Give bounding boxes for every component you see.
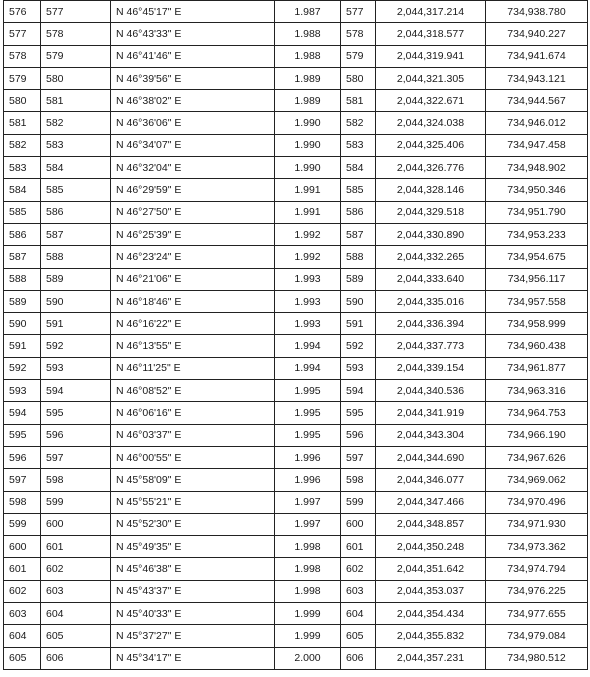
distance-cell: 1.991 bbox=[275, 201, 341, 223]
northing-cell: 2,044,355.832 bbox=[376, 625, 486, 647]
easting-cell: 734,963.316 bbox=[486, 380, 588, 402]
table-row bbox=[4, 603, 588, 625]
easting-cell: 734,976.225 bbox=[486, 580, 588, 602]
bearing-cell: N 46°13'55" E bbox=[111, 335, 275, 357]
from-station-cell: 592 bbox=[4, 357, 41, 379]
table-row bbox=[4, 558, 588, 580]
bearing-cell: N 46°32'04" E bbox=[111, 157, 275, 179]
easting-cell: 734,960.438 bbox=[486, 335, 588, 357]
northing-cell: 2,044,353.037 bbox=[376, 580, 486, 602]
bearing-cell: N 46°45'17" E bbox=[111, 1, 275, 23]
to-station-cell: 605 bbox=[41, 625, 111, 647]
to-station-cell: 594 bbox=[41, 380, 111, 402]
to-station-cell: 581 bbox=[41, 90, 111, 112]
station-cell: 588 bbox=[341, 246, 376, 268]
northing-cell: 2,044,354.434 bbox=[376, 603, 486, 625]
table-row bbox=[4, 357, 588, 379]
from-station-cell: 593 bbox=[4, 380, 41, 402]
table-row bbox=[4, 647, 588, 669]
bearing-cell: N 45°37'27" E bbox=[111, 625, 275, 647]
distance-cell: 2.000 bbox=[275, 647, 341, 669]
easting-cell: 734,946.012 bbox=[486, 112, 588, 134]
northing-cell: 2,044,322.671 bbox=[376, 90, 486, 112]
from-station-cell: 582 bbox=[4, 134, 41, 156]
bearing-cell: N 46°08'52" E bbox=[111, 380, 275, 402]
bearing-cell: N 46°00'55" E bbox=[111, 446, 275, 468]
bearing-cell: N 45°52'30" E bbox=[111, 513, 275, 535]
station-cell: 584 bbox=[341, 157, 376, 179]
northing-cell: 2,044,350.248 bbox=[376, 536, 486, 558]
to-station-cell: 583 bbox=[41, 134, 111, 156]
bearing-cell: N 46°03'37" E bbox=[111, 424, 275, 446]
station-cell: 605 bbox=[341, 625, 376, 647]
table-row bbox=[4, 580, 588, 602]
station-cell: 581 bbox=[341, 90, 376, 112]
northing-cell: 2,044,324.038 bbox=[376, 112, 486, 134]
distance-cell: 1.998 bbox=[275, 580, 341, 602]
station-cell: 580 bbox=[341, 67, 376, 89]
easting-cell: 734,958.999 bbox=[486, 313, 588, 335]
bearing-cell: N 46°36'06" E bbox=[111, 112, 275, 134]
station-cell: 599 bbox=[341, 491, 376, 513]
to-station-cell: 602 bbox=[41, 558, 111, 580]
easting-cell: 734,941.674 bbox=[486, 45, 588, 67]
from-station-cell: 580 bbox=[4, 90, 41, 112]
to-station-cell: 596 bbox=[41, 424, 111, 446]
bearing-cell: N 45°49'35" E bbox=[111, 536, 275, 558]
northing-cell: 2,044,351.642 bbox=[376, 558, 486, 580]
table-row bbox=[4, 67, 588, 89]
northing-cell: 2,044,347.466 bbox=[376, 491, 486, 513]
easting-cell: 734,970.496 bbox=[486, 491, 588, 513]
distance-cell: 1.995 bbox=[275, 380, 341, 402]
bearing-cell: N 46°41'46" E bbox=[111, 45, 275, 67]
bearing-cell: N 46°25'39" E bbox=[111, 223, 275, 245]
station-cell: 600 bbox=[341, 513, 376, 535]
northing-cell: 2,044,328.146 bbox=[376, 179, 486, 201]
to-station-cell: 592 bbox=[41, 335, 111, 357]
easting-cell: 734,938.780 bbox=[486, 1, 588, 23]
to-station-cell: 584 bbox=[41, 157, 111, 179]
northing-cell: 2,044,337.773 bbox=[376, 335, 486, 357]
distance-cell: 1.996 bbox=[275, 469, 341, 491]
easting-cell: 734,971.930 bbox=[486, 513, 588, 535]
distance-cell: 1.990 bbox=[275, 157, 341, 179]
distance-cell: 1.992 bbox=[275, 223, 341, 245]
station-cell: 579 bbox=[341, 45, 376, 67]
table-row bbox=[4, 335, 588, 357]
bearing-cell: N 46°38'02" E bbox=[111, 90, 275, 112]
from-station-cell: 601 bbox=[4, 558, 41, 580]
table-body bbox=[4, 1, 588, 670]
northing-cell: 2,044,330.890 bbox=[376, 223, 486, 245]
distance-cell: 1.993 bbox=[275, 290, 341, 312]
northing-cell: 2,044,336.394 bbox=[376, 313, 486, 335]
easting-cell: 734,940.227 bbox=[486, 23, 588, 45]
table-row bbox=[4, 112, 588, 134]
easting-cell: 734,966.190 bbox=[486, 424, 588, 446]
northing-cell: 2,044,339.154 bbox=[376, 357, 486, 379]
station-cell: 594 bbox=[341, 380, 376, 402]
station-cell: 577 bbox=[341, 1, 376, 23]
coordinate-table bbox=[3, 0, 588, 670]
to-station-cell: 582 bbox=[41, 112, 111, 134]
easting-cell: 734,973.362 bbox=[486, 536, 588, 558]
bearing-cell: N 45°40'33" E bbox=[111, 603, 275, 625]
table-row bbox=[4, 45, 588, 67]
easting-cell: 734,947.458 bbox=[486, 134, 588, 156]
bearing-cell: N 45°43'37" E bbox=[111, 580, 275, 602]
northing-cell: 2,044,343.304 bbox=[376, 424, 486, 446]
from-station-cell: 577 bbox=[4, 23, 41, 45]
distance-cell: 1.997 bbox=[275, 491, 341, 513]
table-row bbox=[4, 424, 588, 446]
northing-cell: 2,044,333.640 bbox=[376, 268, 486, 290]
table-row bbox=[4, 179, 588, 201]
station-cell: 591 bbox=[341, 313, 376, 335]
from-station-cell: 589 bbox=[4, 290, 41, 312]
to-station-cell: 578 bbox=[41, 23, 111, 45]
bearing-cell: N 46°06'16" E bbox=[111, 402, 275, 424]
to-station-cell: 588 bbox=[41, 246, 111, 268]
distance-cell: 1.996 bbox=[275, 446, 341, 468]
table-row bbox=[4, 134, 588, 156]
to-station-cell: 606 bbox=[41, 647, 111, 669]
table-row bbox=[4, 446, 588, 468]
station-cell: 582 bbox=[341, 112, 376, 134]
station-cell: 602 bbox=[341, 558, 376, 580]
station-cell: 597 bbox=[341, 446, 376, 468]
to-station-cell: 601 bbox=[41, 536, 111, 558]
from-station-cell: 586 bbox=[4, 223, 41, 245]
from-station-cell: 583 bbox=[4, 157, 41, 179]
distance-cell: 1.992 bbox=[275, 246, 341, 268]
table-row bbox=[4, 1, 588, 23]
easting-cell: 734,967.626 bbox=[486, 446, 588, 468]
from-station-cell: 597 bbox=[4, 469, 41, 491]
from-station-cell: 605 bbox=[4, 647, 41, 669]
table-row bbox=[4, 157, 588, 179]
from-station-cell: 599 bbox=[4, 513, 41, 535]
to-station-cell: 585 bbox=[41, 179, 111, 201]
from-station-cell: 576 bbox=[4, 1, 41, 23]
table-row bbox=[4, 90, 588, 112]
northing-cell: 2,044,332.265 bbox=[376, 246, 486, 268]
northing-cell: 2,044,317.214 bbox=[376, 1, 486, 23]
station-cell: 589 bbox=[341, 268, 376, 290]
from-station-cell: 594 bbox=[4, 402, 41, 424]
northing-cell: 2,044,321.305 bbox=[376, 67, 486, 89]
to-station-cell: 577 bbox=[41, 1, 111, 23]
distance-cell: 1.999 bbox=[275, 603, 341, 625]
distance-cell: 1.989 bbox=[275, 67, 341, 89]
easting-cell: 734,943.121 bbox=[486, 67, 588, 89]
station-cell: 578 bbox=[341, 23, 376, 45]
bearing-cell: N 45°55'21" E bbox=[111, 491, 275, 513]
station-cell: 583 bbox=[341, 134, 376, 156]
northing-cell: 2,044,326.776 bbox=[376, 157, 486, 179]
table-row bbox=[4, 491, 588, 513]
easting-cell: 734,974.794 bbox=[486, 558, 588, 580]
to-station-cell: 600 bbox=[41, 513, 111, 535]
to-station-cell: 593 bbox=[41, 357, 111, 379]
distance-cell: 1.988 bbox=[275, 23, 341, 45]
bearing-cell: N 45°46'38" E bbox=[111, 558, 275, 580]
to-station-cell: 586 bbox=[41, 201, 111, 223]
from-station-cell: 590 bbox=[4, 313, 41, 335]
to-station-cell: 598 bbox=[41, 469, 111, 491]
distance-cell: 1.991 bbox=[275, 179, 341, 201]
to-station-cell: 595 bbox=[41, 402, 111, 424]
to-station-cell: 604 bbox=[41, 603, 111, 625]
from-station-cell: 602 bbox=[4, 580, 41, 602]
station-cell: 598 bbox=[341, 469, 376, 491]
from-station-cell: 604 bbox=[4, 625, 41, 647]
easting-cell: 734,964.753 bbox=[486, 402, 588, 424]
station-cell: 586 bbox=[341, 201, 376, 223]
to-station-cell: 591 bbox=[41, 313, 111, 335]
table-row bbox=[4, 625, 588, 647]
from-station-cell: 578 bbox=[4, 45, 41, 67]
from-station-cell: 600 bbox=[4, 536, 41, 558]
distance-cell: 1.999 bbox=[275, 625, 341, 647]
northing-cell: 2,044,319.941 bbox=[376, 45, 486, 67]
table-row bbox=[4, 469, 588, 491]
bearing-cell: N 46°23'24" E bbox=[111, 246, 275, 268]
northing-cell: 2,044,340.536 bbox=[376, 380, 486, 402]
distance-cell: 1.998 bbox=[275, 558, 341, 580]
table-row bbox=[4, 402, 588, 424]
station-cell: 587 bbox=[341, 223, 376, 245]
table-row bbox=[4, 23, 588, 45]
distance-cell: 1.993 bbox=[275, 313, 341, 335]
from-station-cell: 591 bbox=[4, 335, 41, 357]
station-cell: 593 bbox=[341, 357, 376, 379]
bearing-cell: N 46°34'07" E bbox=[111, 134, 275, 156]
easting-cell: 734,948.902 bbox=[486, 157, 588, 179]
from-station-cell: 598 bbox=[4, 491, 41, 513]
station-cell: 585 bbox=[341, 179, 376, 201]
table-row bbox=[4, 223, 588, 245]
to-station-cell: 579 bbox=[41, 45, 111, 67]
easting-cell: 734,954.675 bbox=[486, 246, 588, 268]
to-station-cell: 587 bbox=[41, 223, 111, 245]
bearing-cell: N 45°34'17" E bbox=[111, 647, 275, 669]
bearing-cell: N 45°58'09" E bbox=[111, 469, 275, 491]
from-station-cell: 588 bbox=[4, 268, 41, 290]
easting-cell: 734,977.655 bbox=[486, 603, 588, 625]
to-station-cell: 589 bbox=[41, 268, 111, 290]
bearing-cell: N 46°18'46" E bbox=[111, 290, 275, 312]
table-row bbox=[4, 513, 588, 535]
station-cell: 601 bbox=[341, 536, 376, 558]
easting-cell: 734,980.512 bbox=[486, 647, 588, 669]
distance-cell: 1.987 bbox=[275, 1, 341, 23]
from-station-cell: 596 bbox=[4, 446, 41, 468]
from-station-cell: 581 bbox=[4, 112, 41, 134]
bearing-cell: N 46°27'50" E bbox=[111, 201, 275, 223]
bearing-cell: N 46°11'25" E bbox=[111, 357, 275, 379]
station-cell: 596 bbox=[341, 424, 376, 446]
distance-cell: 1.998 bbox=[275, 536, 341, 558]
easting-cell: 734,951.790 bbox=[486, 201, 588, 223]
to-station-cell: 580 bbox=[41, 67, 111, 89]
bearing-cell: N 46°39'56" E bbox=[111, 67, 275, 89]
station-cell: 604 bbox=[341, 603, 376, 625]
northing-cell: 2,044,357.231 bbox=[376, 647, 486, 669]
bearing-cell: N 46°29'59" E bbox=[111, 179, 275, 201]
station-cell: 606 bbox=[341, 647, 376, 669]
distance-cell: 1.990 bbox=[275, 112, 341, 134]
table-row bbox=[4, 380, 588, 402]
distance-cell: 1.988 bbox=[275, 45, 341, 67]
easting-cell: 734,956.117 bbox=[486, 268, 588, 290]
station-cell: 592 bbox=[341, 335, 376, 357]
northing-cell: 2,044,344.690 bbox=[376, 446, 486, 468]
to-station-cell: 599 bbox=[41, 491, 111, 513]
station-cell: 603 bbox=[341, 580, 376, 602]
station-cell: 595 bbox=[341, 402, 376, 424]
bearing-cell: N 46°21'06" E bbox=[111, 268, 275, 290]
to-station-cell: 590 bbox=[41, 290, 111, 312]
table-row bbox=[4, 246, 588, 268]
from-station-cell: 584 bbox=[4, 179, 41, 201]
easting-cell: 734,957.558 bbox=[486, 290, 588, 312]
table-row bbox=[4, 201, 588, 223]
table-row bbox=[4, 313, 588, 335]
easting-cell: 734,953.233 bbox=[486, 223, 588, 245]
northing-cell: 2,044,348.857 bbox=[376, 513, 486, 535]
northing-cell: 2,044,325.406 bbox=[376, 134, 486, 156]
distance-cell: 1.995 bbox=[275, 402, 341, 424]
table-row bbox=[4, 290, 588, 312]
from-station-cell: 603 bbox=[4, 603, 41, 625]
easting-cell: 734,961.877 bbox=[486, 357, 588, 379]
easting-cell: 734,969.062 bbox=[486, 469, 588, 491]
distance-cell: 1.990 bbox=[275, 134, 341, 156]
distance-cell: 1.993 bbox=[275, 268, 341, 290]
distance-cell: 1.995 bbox=[275, 424, 341, 446]
distance-cell: 1.997 bbox=[275, 513, 341, 535]
northing-cell: 2,044,329.518 bbox=[376, 201, 486, 223]
from-station-cell: 585 bbox=[4, 201, 41, 223]
easting-cell: 734,944.567 bbox=[486, 90, 588, 112]
to-station-cell: 603 bbox=[41, 580, 111, 602]
from-station-cell: 587 bbox=[4, 246, 41, 268]
northing-cell: 2,044,341.919 bbox=[376, 402, 486, 424]
from-station-cell: 579 bbox=[4, 67, 41, 89]
bearing-cell: N 46°43'33" E bbox=[111, 23, 275, 45]
table-row bbox=[4, 268, 588, 290]
distance-cell: 1.994 bbox=[275, 357, 341, 379]
from-station-cell: 595 bbox=[4, 424, 41, 446]
station-cell: 590 bbox=[341, 290, 376, 312]
easting-cell: 734,979.084 bbox=[486, 625, 588, 647]
distance-cell: 1.994 bbox=[275, 335, 341, 357]
bearing-cell: N 46°16'22" E bbox=[111, 313, 275, 335]
to-station-cell: 597 bbox=[41, 446, 111, 468]
northing-cell: 2,044,346.077 bbox=[376, 469, 486, 491]
northing-cell: 2,044,335.016 bbox=[376, 290, 486, 312]
table-row bbox=[4, 536, 588, 558]
northing-cell: 2,044,318.577 bbox=[376, 23, 486, 45]
easting-cell: 734,950.346 bbox=[486, 179, 588, 201]
distance-cell: 1.989 bbox=[275, 90, 341, 112]
